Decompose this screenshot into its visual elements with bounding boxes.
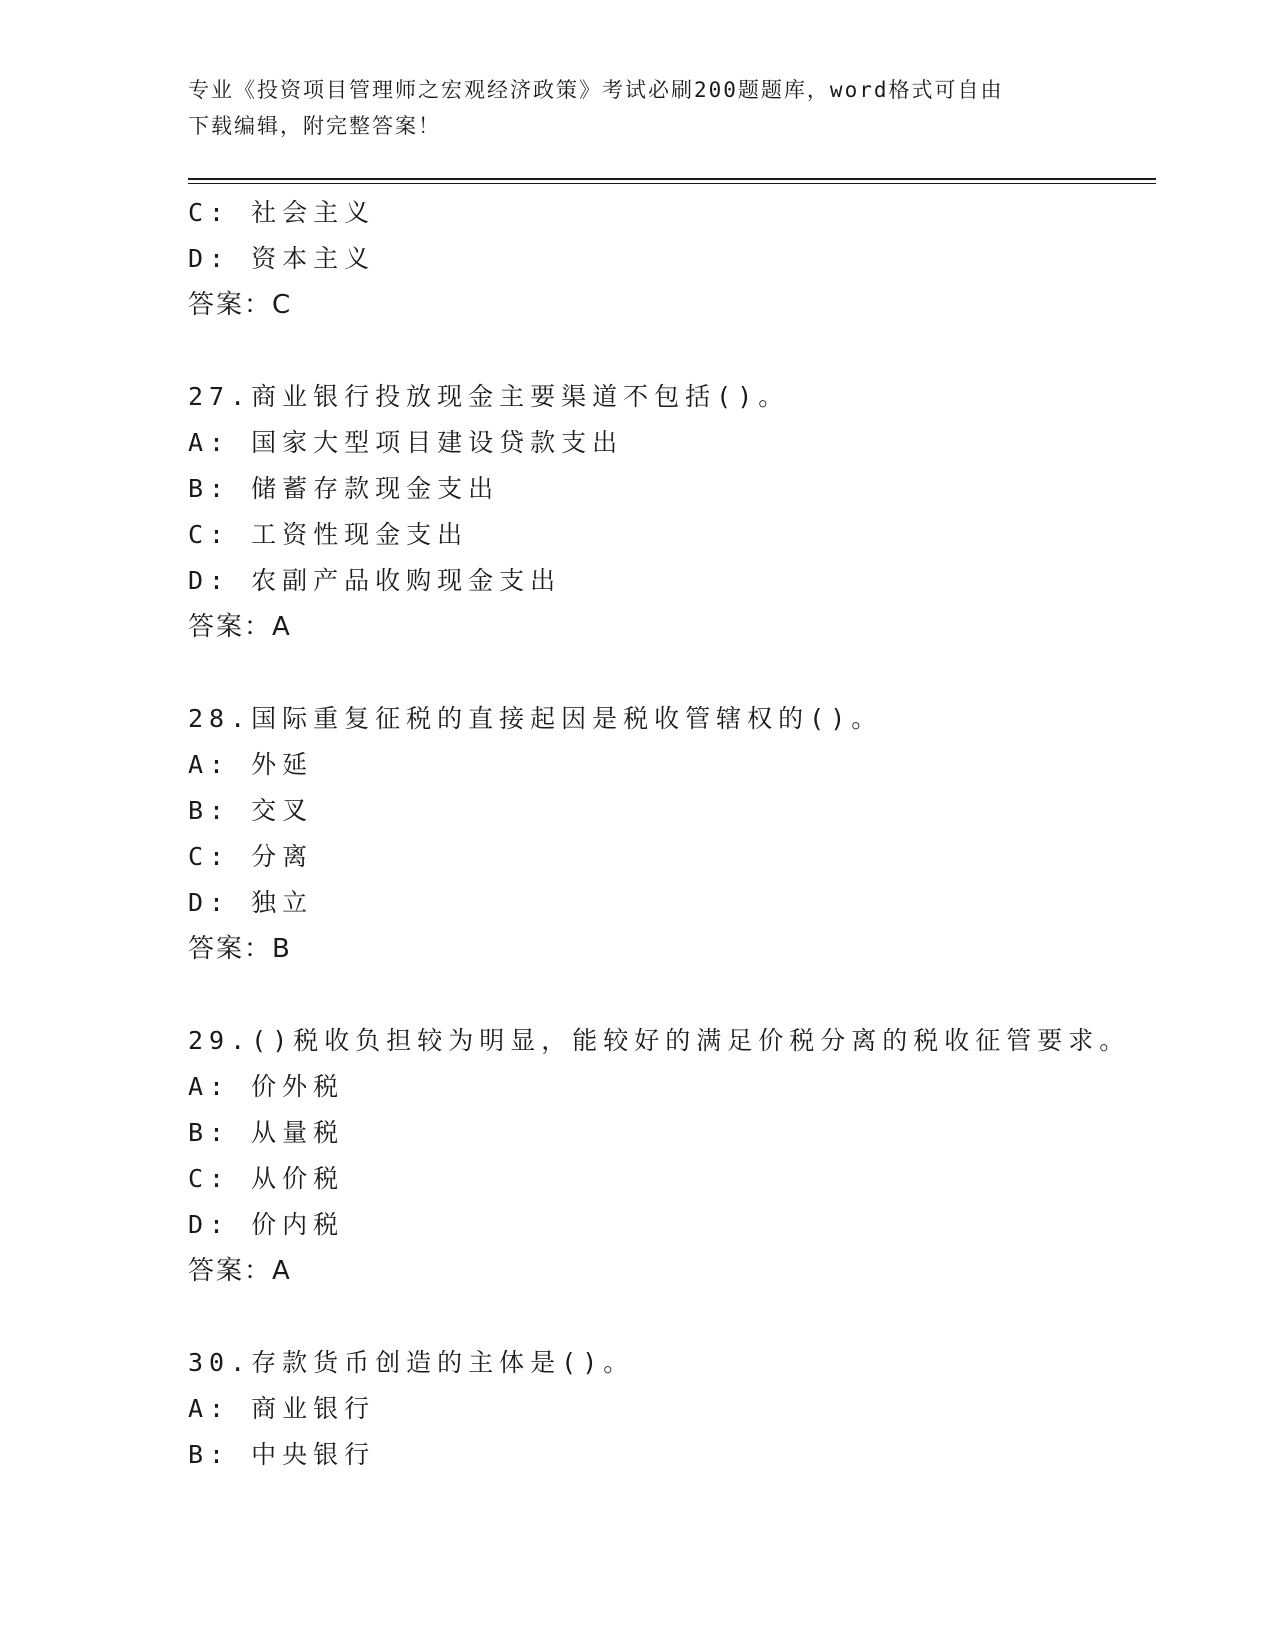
spacer — [188, 328, 1156, 374]
question-stem: 29.()税收负担较为明显，能较好的满足价税分离的税收征管要求。 — [188, 1026, 1131, 1055]
spacer — [188, 1294, 1156, 1340]
option-line: B: 从量税 — [188, 1118, 345, 1147]
option-line: A: 外延 — [188, 750, 314, 779]
answer-line: 答案：A — [188, 612, 292, 642]
option-line: B: 交叉 — [188, 796, 314, 825]
header-line-2: 下载编辑，附完整答案！ — [188, 114, 441, 138]
question-stem: 30.存款货币创造的主体是()。 — [188, 1348, 635, 1377]
option-line: D: 资本主义 — [188, 244, 376, 273]
option-line: A: 国家大型项目建设贷款支出 — [188, 428, 624, 457]
question-block-27 — [188, 374, 1156, 650]
question-block-26 — [188, 190, 1156, 328]
option-line: C: 工资性现金支出 — [188, 520, 469, 549]
option-line: A: 商业银行 — [188, 1394, 376, 1423]
answer-line: 答案：C — [188, 290, 293, 320]
question-block-30 — [188, 1340, 1156, 1478]
spacer — [188, 972, 1156, 1018]
question-stem: 27.商业银行投放现金主要渠道不包括()。 — [188, 382, 790, 411]
question-list — [188, 190, 1156, 1478]
option-line: A: 价外税 — [188, 1072, 345, 1101]
header-divider — [188, 178, 1156, 184]
answer-line: 答案：A — [188, 1256, 292, 1286]
option-line: B: 中央银行 — [188, 1440, 376, 1469]
header-line-1: 专业《投资项目管理师之宏观经济政策》考试必刷200题题库，word格式可自由 — [188, 78, 1004, 102]
answer-line: 答案：B — [188, 934, 292, 964]
option-line: C: 从价税 — [188, 1164, 345, 1193]
option-line: C: 社会主义 — [188, 198, 376, 227]
question-block-29 — [188, 1018, 1156, 1294]
option-line: D: 价内税 — [188, 1210, 345, 1239]
document-header — [188, 72, 1088, 144]
option-line: D: 农副产品收购现金支出 — [188, 566, 562, 595]
question-block-28 — [188, 696, 1156, 972]
question-stem: 28.国际重复征税的直接起因是税收管辖权的()。 — [188, 704, 883, 733]
option-line: B: 储蓄存款现金支出 — [188, 474, 500, 503]
option-line: C: 分离 — [188, 842, 314, 871]
spacer — [188, 650, 1156, 696]
option-line: D: 独立 — [188, 888, 314, 917]
